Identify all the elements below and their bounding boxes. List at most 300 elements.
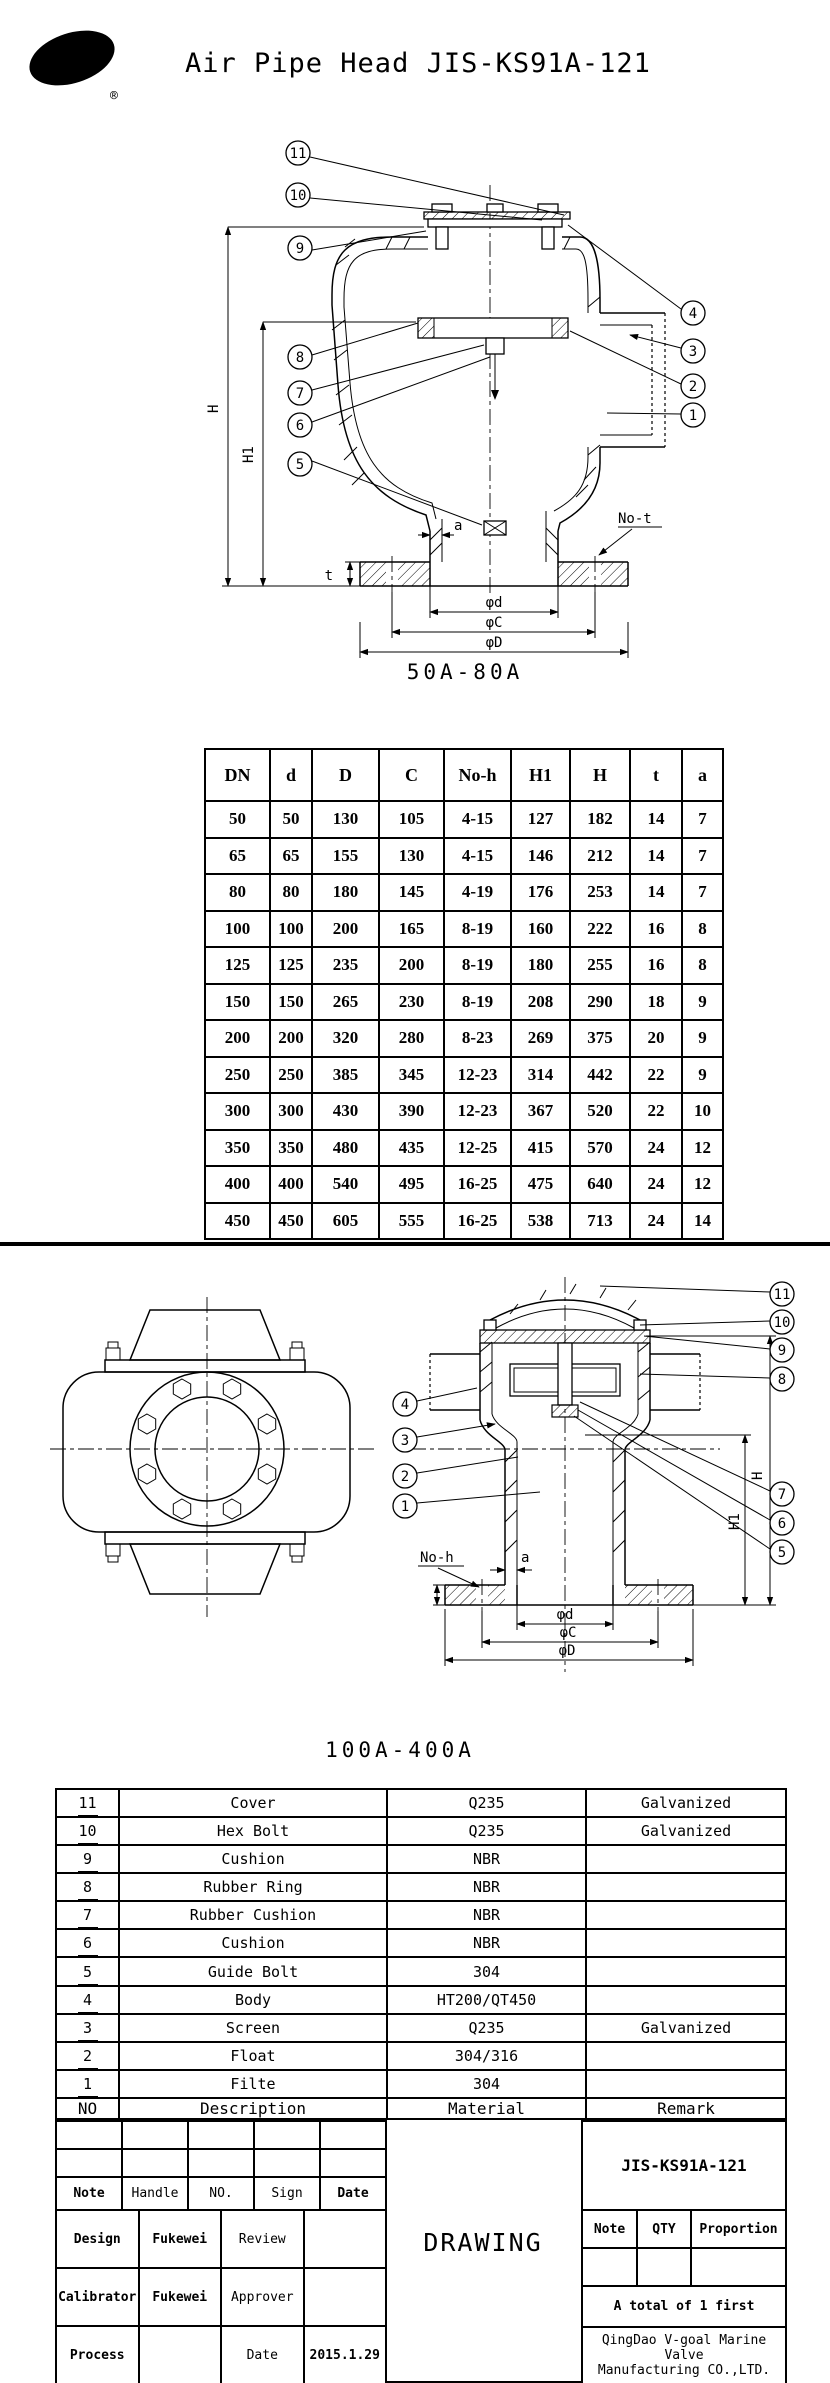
table-cell: 605 [312, 1203, 379, 1240]
parts-table-body [56, 1789, 786, 2098]
table-cell: 4-19 [444, 874, 511, 911]
table-row [56, 2014, 786, 2042]
parts-table [55, 1788, 787, 2120]
drawing-100a-400a [40, 1252, 810, 1684]
company-logo [22, 12, 126, 106]
table-cell: NBR [387, 1873, 586, 1901]
empty-cell [304, 2210, 387, 2268]
table-cell: 4-15 [444, 801, 511, 838]
label-sign: Sign [254, 2177, 320, 2210]
callout-6: 6 [295, 418, 305, 434]
table-row [56, 2121, 386, 2149]
table-cell: 430 [312, 1093, 379, 1130]
dimensions [206, 227, 662, 658]
logo-swoosh-icon [22, 21, 121, 96]
table-row [205, 911, 723, 948]
table-cell: 14 [630, 838, 682, 875]
table-cell [586, 2070, 786, 2098]
table-cell: Guide Bolt [119, 1957, 387, 1985]
empty-cell [691, 2248, 786, 2286]
table-cell: 265 [312, 984, 379, 1021]
callout-2: 2 [400, 1469, 410, 1485]
col-material: Material [387, 2098, 586, 2119]
table-cell: 65 [270, 838, 312, 875]
table-cell: 18 [630, 984, 682, 1021]
callout-11: 11 [773, 1287, 791, 1303]
dim-phi-c: φC [485, 615, 503, 631]
table-cell: 450 [270, 1203, 312, 1240]
table-cell: 20 [630, 1020, 682, 1057]
table-cell: 8-23 [444, 1020, 511, 1057]
table-cell: Cushion [119, 1929, 387, 1957]
label-qty: QTY [637, 2210, 691, 2248]
table-cell: 367 [511, 1093, 570, 1130]
col-C: C [379, 749, 444, 801]
dim-no-t: No-t [618, 511, 652, 527]
table-cell: 375 [570, 1020, 630, 1057]
table-cell: 208 [511, 984, 570, 1021]
table-cell: 4 [56, 1986, 119, 2014]
table-cell: 8-19 [444, 911, 511, 948]
callout-9: 9 [295, 241, 305, 257]
callout-6: 6 [777, 1516, 787, 1532]
table-cell: 127 [511, 801, 570, 838]
neck-outer [430, 531, 558, 562]
table-row [56, 2326, 386, 2383]
callout-10: 10 [773, 1315, 791, 1331]
callout-4: 4 [688, 306, 698, 322]
table-cell: 2 [56, 2042, 119, 2070]
calibrator-name: Fukewei [139, 2268, 222, 2326]
col-D: D [312, 749, 379, 801]
table-cell: 9 [682, 1057, 723, 1094]
table-cell: 320 [312, 1020, 379, 1057]
callout-11: 11 [289, 146, 307, 162]
table-cell: 250 [205, 1057, 270, 1094]
table-cell: 16 [630, 911, 682, 948]
table-row [205, 1057, 723, 1094]
table-cell: 7 [682, 801, 723, 838]
table-cell: 145 [379, 874, 444, 911]
table-row [205, 984, 723, 1021]
table-cell: NBR [387, 1845, 586, 1873]
table-cell: 10 [682, 1093, 723, 1130]
label-handle: Handle [122, 2177, 188, 2210]
table-row [205, 749, 723, 801]
col-t: t [630, 749, 682, 801]
callout-10: 10 [289, 188, 307, 204]
table-cell: 12-23 [444, 1057, 511, 1094]
table-cell: 14 [682, 1203, 723, 1240]
col-a: a [682, 749, 723, 801]
label-process: Process [56, 2326, 139, 2383]
table-cell: 16 [630, 947, 682, 984]
table-cell: 280 [379, 1020, 444, 1057]
table-cell: 12 [682, 1130, 723, 1167]
dimension-table [204, 748, 724, 1240]
parts-table-foot [56, 2098, 786, 2119]
empty-cell [254, 2149, 320, 2177]
table-cell: 6 [56, 1929, 119, 1957]
title-block [55, 2120, 785, 2383]
table-cell: 80 [270, 874, 312, 911]
table-row [582, 2286, 786, 2327]
dimension-table-body [205, 801, 723, 1239]
table-cell: Galvanized [586, 2014, 786, 2042]
table-cell: 24 [630, 1130, 682, 1167]
table-cell: 12 [682, 1166, 723, 1203]
dim-phi-d: φd [556, 1607, 574, 1623]
table-cell: Cushion [119, 1845, 387, 1873]
label-proportion: Proportion [691, 2210, 786, 2248]
table-cell: 8 [56, 1873, 119, 1901]
table-cell: 176 [511, 874, 570, 911]
table-cell [586, 1873, 786, 1901]
dim-phi-D: φD [558, 1643, 576, 1659]
table-cell: Float [119, 2042, 387, 2070]
table-cell: 165 [379, 911, 444, 948]
dim-H1: H1 [727, 1513, 743, 1530]
table-cell: 442 [570, 1057, 630, 1094]
dim-H1: H1 [241, 446, 257, 463]
dim-phi-d: φd [485, 595, 503, 611]
callout-5: 5 [295, 457, 305, 473]
table-cell: 150 [205, 984, 270, 1021]
empty-cell [188, 2121, 254, 2149]
table-cell: Galvanized [586, 1789, 786, 1817]
table-cell: 105 [379, 801, 444, 838]
empty-cell [122, 2121, 188, 2149]
table-cell: Screen [119, 2014, 387, 2042]
table-cell: 415 [511, 1130, 570, 1167]
table-cell: 495 [379, 1166, 444, 1203]
table-row [56, 1817, 786, 1845]
table-cell [586, 1845, 786, 1873]
caption-50a-80a: 50A-80A [406, 660, 524, 684]
callout-5: 5 [777, 1545, 787, 1561]
dimension-table-head [205, 749, 723, 801]
table-cell: 304 [387, 2070, 586, 2098]
col-description: Description [119, 2098, 387, 2119]
caption-100a-400a: 100A-400A [325, 1738, 475, 1762]
table-cell: 80 [205, 874, 270, 911]
table-cell: 200 [312, 911, 379, 948]
table-cell: 50 [270, 801, 312, 838]
date-value: 2015.1.29 [304, 2326, 387, 2383]
table-cell [586, 1929, 786, 1957]
table-cell: 250 [270, 1057, 312, 1094]
table-cell: 12-23 [444, 1093, 511, 1130]
design-name: Fukewei [139, 2210, 222, 2268]
table-cell: 350 [270, 1130, 312, 1167]
company-line1: QingDao V-goal Marine Valve [601, 2333, 767, 2363]
table-cell: 540 [312, 1166, 379, 1203]
table-row [56, 1957, 786, 1985]
dim-H: H [750, 1471, 766, 1480]
table-row [205, 947, 723, 984]
table-cell: 7 [682, 838, 723, 875]
dim-a: a [454, 518, 463, 534]
table-cell: HT200/QT450 [387, 1986, 586, 2014]
dim-phi-D: φD [485, 635, 503, 651]
table-cell: 314 [511, 1057, 570, 1094]
table-cell: 713 [570, 1203, 630, 1240]
table-cell: 269 [511, 1020, 570, 1057]
table-row [56, 1789, 786, 1817]
table-cell: 350 [205, 1130, 270, 1167]
table-row [582, 2248, 786, 2286]
table-row [205, 1166, 723, 1203]
title-block-left [55, 2120, 387, 2383]
table-cell: 200 [270, 1020, 312, 1057]
empty-cell [582, 2248, 637, 2286]
table-cell: 22 [630, 1057, 682, 1094]
table-cell: Q235 [387, 2014, 586, 2042]
table-cell: 130 [312, 801, 379, 838]
company-line2: Manufacturing CO.,LTD. [597, 2363, 771, 2378]
table-cell: 130 [379, 838, 444, 875]
table-cell: 180 [312, 874, 379, 911]
label-date2: Date [221, 2326, 304, 2383]
callout-2: 2 [688, 379, 698, 395]
table-row [56, 1901, 786, 1929]
table-row [56, 2070, 786, 2098]
table-cell: 390 [379, 1093, 444, 1130]
label-approver: Approver [221, 2268, 304, 2326]
table-cell: NBR [387, 1929, 586, 1957]
callout-8: 8 [777, 1372, 787, 1388]
label-note: Note [56, 2177, 122, 2210]
table-row [205, 838, 723, 875]
table-cell: 255 [570, 947, 630, 984]
table-row [56, 1873, 786, 1901]
table-row [582, 2121, 786, 2210]
table-row [56, 2177, 386, 2210]
table-cell: 182 [570, 801, 630, 838]
label-note-qty: Note [582, 2210, 637, 2248]
empty-cell [320, 2149, 386, 2177]
table-cell: 8 [682, 947, 723, 984]
table-cell: 9 [682, 1020, 723, 1057]
col-H1: H1 [511, 749, 570, 801]
table-row [205, 1020, 723, 1057]
table-cell: 11 [56, 1789, 119, 1817]
table-row [205, 1130, 723, 1167]
empty-cell [637, 2248, 691, 2286]
col-dn: DN [205, 749, 270, 801]
table-cell: 16-25 [444, 1166, 511, 1203]
table-row [56, 1986, 786, 2014]
table-cell: 14 [630, 801, 682, 838]
table-cell: Q235 [387, 1817, 586, 1845]
table-cell: 125 [270, 947, 312, 984]
label-review: Review [221, 2210, 304, 2268]
total-note: A total of 1 first [582, 2286, 786, 2327]
bottom-flange [360, 556, 628, 592]
dim-phi-c: φC [559, 1625, 577, 1641]
table-cell: 435 [379, 1130, 444, 1167]
section-divider [0, 1242, 830, 1246]
table-cell: 50 [205, 801, 270, 838]
table-cell: 230 [379, 984, 444, 1021]
dim-H: H [206, 404, 222, 413]
table-cell: 400 [205, 1166, 270, 1203]
table-cell: 538 [511, 1203, 570, 1240]
table-cell: 14 [630, 874, 682, 911]
table-cell: 12-25 [444, 1130, 511, 1167]
logo-mark: VG [49, 36, 95, 81]
table-row [582, 2327, 786, 2383]
table-cell: 8-19 [444, 947, 511, 984]
callout-1: 1 [688, 408, 698, 424]
guide-bolt [484, 521, 506, 535]
table-row [205, 801, 723, 838]
table-cell: 100 [270, 911, 312, 948]
table-cell: 450 [205, 1203, 270, 1240]
table-row [582, 2210, 786, 2248]
callout-8: 8 [295, 350, 305, 366]
callout-3: 3 [400, 1433, 410, 1449]
col-no-h: No-h [444, 749, 511, 801]
table-row [205, 874, 723, 911]
model-number: JIS-KS91A-121 [582, 2121, 786, 2210]
table-cell: 570 [570, 1130, 630, 1167]
table-cell: 212 [570, 838, 630, 875]
table-cell: 400 [270, 1166, 312, 1203]
table-cell: 253 [570, 874, 630, 911]
table-cell: 1 [56, 2070, 119, 2098]
table-cell: 475 [511, 1166, 570, 1203]
label-calibrator: Calibrator [56, 2268, 139, 2326]
table-cell: 7 [56, 1901, 119, 1929]
callout-1: 1 [400, 1499, 410, 1515]
col-d: d [270, 749, 312, 801]
table-cell: 65 [205, 838, 270, 875]
dim-no-h: No-h [420, 1550, 454, 1566]
table-cell: 180 [511, 947, 570, 984]
table-cell: Galvanized [586, 1817, 786, 1845]
label-date: Date [320, 2177, 386, 2210]
table-cell: 125 [205, 947, 270, 984]
table-cell: 9 [56, 1845, 119, 1873]
empty-cell [56, 2149, 122, 2177]
table-cell: 222 [570, 911, 630, 948]
table-cell: 5 [56, 1957, 119, 1985]
callout-3: 3 [688, 344, 698, 360]
table-row [56, 1929, 786, 1957]
table-cell: 385 [312, 1057, 379, 1094]
table-cell: 146 [511, 838, 570, 875]
table-cell: 480 [312, 1130, 379, 1167]
col-remark: Remark [586, 2098, 786, 2119]
empty-cell [56, 2121, 122, 2149]
table-cell: 10 [56, 1817, 119, 1845]
empty-cell [304, 2268, 387, 2326]
table-cell: 304 [387, 1957, 586, 1985]
table-row [205, 1203, 723, 1240]
table-cell: 300 [205, 1093, 270, 1130]
empty-cell [122, 2149, 188, 2177]
table-cell [586, 1901, 786, 1929]
empty-cell [188, 2149, 254, 2177]
table-cell: 22 [630, 1093, 682, 1130]
table-cell: 9 [682, 984, 723, 1021]
drawing-50a-80a [140, 95, 760, 695]
callout-7: 7 [295, 386, 305, 402]
col-no: NO [56, 2098, 119, 2119]
table-cell: 555 [379, 1203, 444, 1240]
label-no: NO. [188, 2177, 254, 2210]
table-cell: 24 [630, 1203, 682, 1240]
table-cell: Rubber Ring [119, 1873, 387, 1901]
table-cell: 3 [56, 2014, 119, 2042]
front-view [50, 1297, 375, 1617]
table-cell: Cover [119, 1789, 387, 1817]
table-row [56, 2268, 386, 2326]
table-cell: 24 [630, 1166, 682, 1203]
screen-pipe [600, 313, 665, 447]
table-row [56, 2149, 386, 2177]
table-cell: Rubber Cushion [119, 1901, 387, 1929]
empty-cell [139, 2326, 222, 2383]
company-cell [582, 2327, 786, 2383]
table-cell: Body [119, 1986, 387, 2014]
drawing-word: DRAWING [423, 2228, 543, 2257]
table-cell: Hex Bolt [119, 1817, 387, 1845]
table-row [56, 1845, 786, 1873]
table-cell: 150 [270, 984, 312, 1021]
table-cell [586, 2042, 786, 2070]
callout-9: 9 [777, 1343, 787, 1359]
table-cell: 520 [570, 1093, 630, 1130]
table-cell: Filte [119, 2070, 387, 2098]
dim-t: t [324, 568, 333, 584]
table-cell [586, 1986, 786, 2014]
dim-a: a [521, 1550, 530, 1566]
table-cell: 200 [205, 1020, 270, 1057]
table-cell: 200 [379, 947, 444, 984]
empty-cell [320, 2121, 386, 2149]
table-cell: 160 [511, 911, 570, 948]
table-row [205, 1093, 723, 1130]
table-cell: 345 [379, 1057, 444, 1094]
callout-7: 7 [777, 1487, 787, 1503]
label-design: Design [56, 2210, 139, 2268]
float-assembly [418, 318, 568, 400]
table-cell: 100 [205, 911, 270, 948]
neck-inner [430, 511, 558, 562]
empty-cell [254, 2121, 320, 2149]
table-cell: 7 [682, 874, 723, 911]
table-cell: 235 [312, 947, 379, 984]
table-cell: 8-19 [444, 984, 511, 1021]
table-cell: 4-15 [444, 838, 511, 875]
table-cell: 16-25 [444, 1203, 511, 1240]
title-block-right [581, 2120, 787, 2383]
table-cell: NBR [387, 1901, 586, 1929]
valve-body [332, 237, 600, 531]
table-cell: 290 [570, 984, 630, 1021]
table-row [56, 2210, 386, 2268]
table-cell: 155 [312, 838, 379, 875]
registered-symbol: ® [110, 89, 118, 104]
table-cell: 8 [682, 911, 723, 948]
table-cell [586, 1957, 786, 1985]
table-cell: 304/316 [387, 2042, 586, 2070]
page-title: Air Pipe Head JIS-KS91A-121 [185, 48, 651, 79]
callout-4: 4 [400, 1397, 410, 1413]
table-cell: 640 [570, 1166, 630, 1203]
